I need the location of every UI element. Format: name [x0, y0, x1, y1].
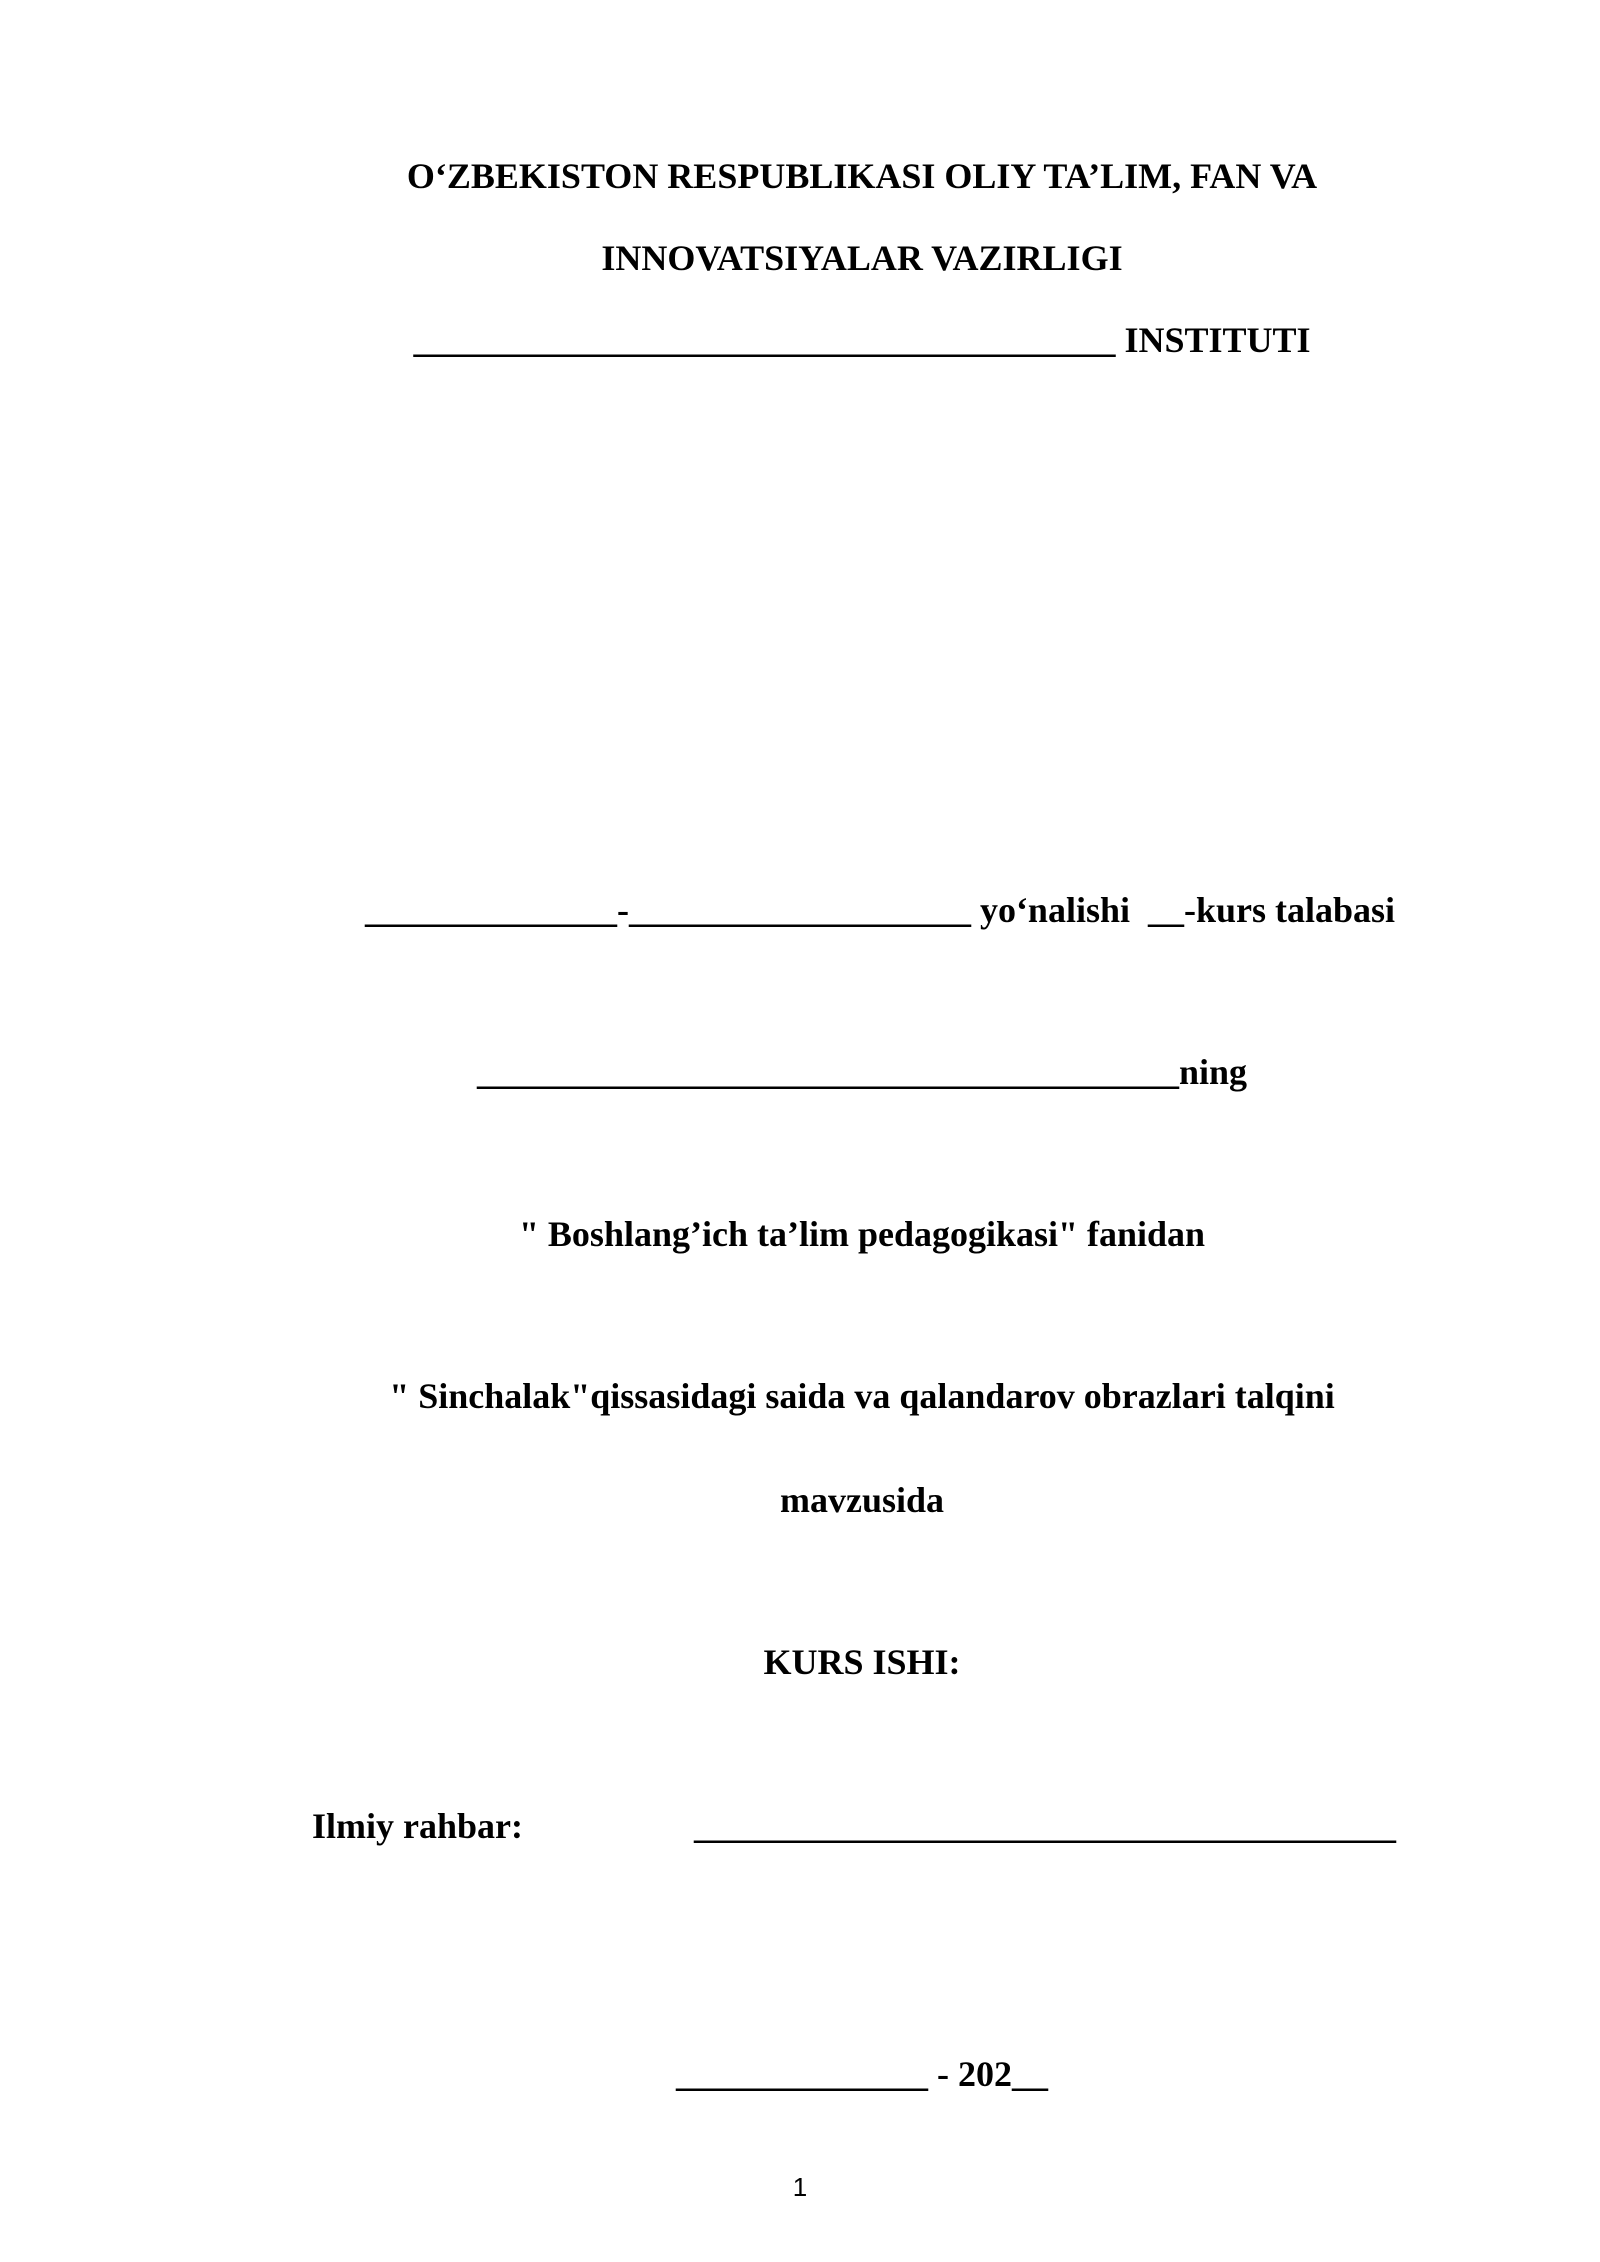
- ministry-title-line-2: INNOVATSIYALAR VAZIRLIGI: [601, 238, 1123, 278]
- supervisor-blank: _______________________________________: [694, 1806, 1396, 1846]
- supervisor-label: Ilmiy rahbar:: [312, 1806, 523, 1846]
- city-year-line: ______________ - 202__: [676, 2054, 1048, 2094]
- page-number: 1: [792, 2172, 808, 2202]
- student-name-line: _______________________________________ning: [476, 1052, 1248, 1092]
- institute-line: _______________________________________ INSTITUTI: [413, 320, 1311, 360]
- topic-line-2: mavzusida: [779, 1480, 945, 1520]
- topic-line-1: " Sinchalak"qissasidagi saida va qalandarov obrazlari talqini: [389, 1376, 1335, 1416]
- supervisor-row: [312, 1804, 1412, 1848]
- work-type-heading: KURS ISHI:: [763, 1642, 961, 1682]
- student-direction-line: ______________-___________________ yo‘nalishi __-kurs talabasi: [364, 890, 1396, 930]
- subject-line: " Boshlang’ich ta’lim pedagogikasi" fanidan: [518, 1214, 1206, 1254]
- ministry-title-line-1: O‘ZBEKISTON RESPUBLIKASI OLIY TA’LIM, FAN VA: [406, 156, 1318, 196]
